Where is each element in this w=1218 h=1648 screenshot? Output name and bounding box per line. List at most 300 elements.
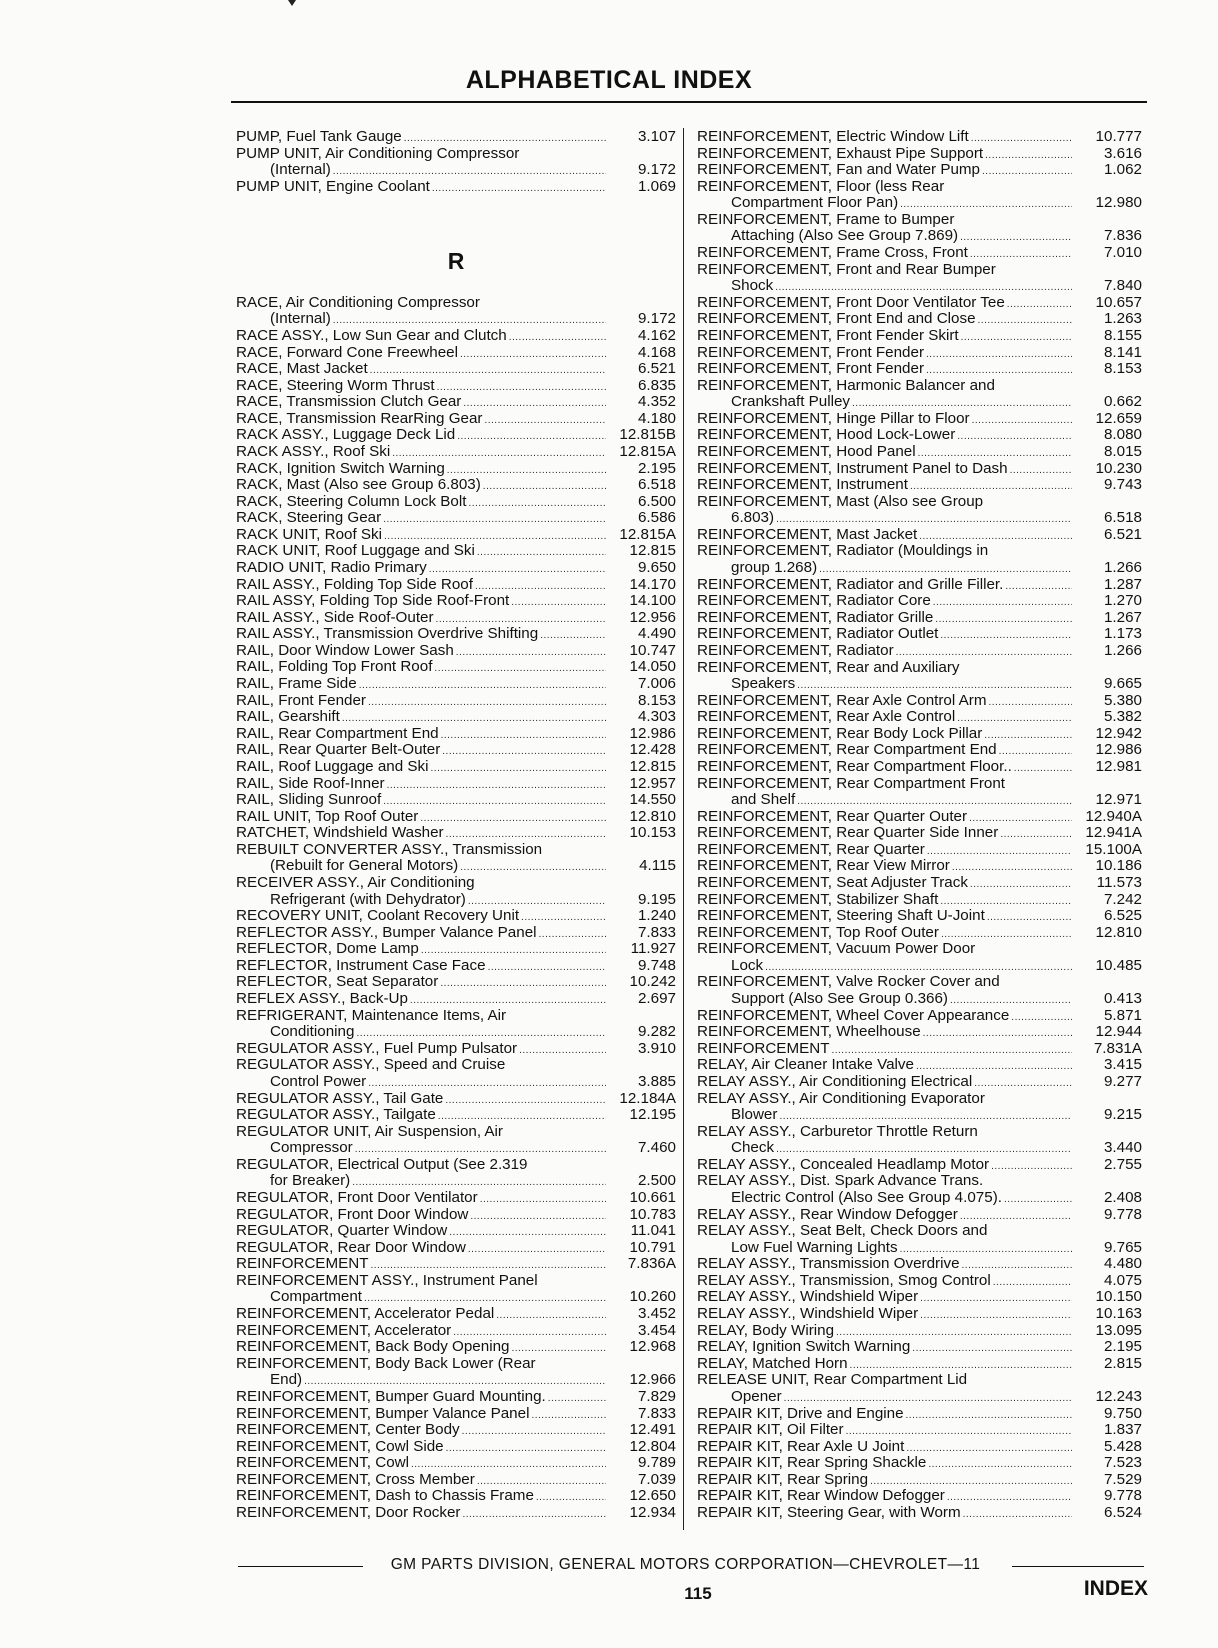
entry-name: REINFORCEMENT, Top Roof Outer — [697, 923, 939, 941]
index-entry — [236, 295, 676, 312]
dot-leader — [940, 628, 1072, 645]
entry-name: RAIL, Sliding Sunroof — [236, 791, 382, 809]
entry-group-number: 9.750 — [1103, 1404, 1142, 1422]
entry-name: REPAIR KIT, Oil Filter — [697, 1421, 844, 1439]
entry-name: REGULATOR ASSY., Speed and Cruise — [236, 1056, 506, 1074]
entry-group-number: 10.783 — [629, 1205, 676, 1223]
index-entry — [236, 1256, 676, 1273]
entry-name: REINFORCEMENT, Harmonic Balancer and — [697, 376, 995, 394]
dot-leader — [519, 1043, 606, 1060]
entry-group-number: 9.665 — [1103, 675, 1142, 693]
entry-name: RECOVERY UNIT, Coolant Recovery Unit — [236, 907, 520, 925]
column-divider — [683, 128, 684, 1530]
entry-group-number: 12.986 — [629, 724, 676, 742]
dot-leader — [978, 313, 1072, 330]
entry-name: Refrigerant (with Dehydrator) — [270, 890, 466, 908]
entry-name: RAIL ASSY., Folding Top Side Roof — [236, 575, 473, 593]
dot-leader — [947, 1490, 1072, 1507]
entry-name: REINFORCEMENT, Accelerator Pedal — [236, 1305, 495, 1323]
entry-group-number: 10.153 — [629, 824, 676, 842]
entry-name: REINFORCEMENT, Rear Quarter Side Inner — [697, 824, 999, 842]
dot-leader — [462, 1424, 606, 1441]
index-entry — [697, 626, 1142, 643]
entry-name: 6.803) — [731, 509, 775, 527]
dot-leader — [1007, 297, 1072, 314]
entry-group-number: 6.586 — [637, 509, 676, 527]
entry-name: REFLEX ASSY., Back-Up — [236, 990, 408, 1008]
entry-group-number: 12.942 — [1095, 724, 1142, 742]
entry-name: REINFORCEMENT ASSY., Instrument Panel — [236, 1271, 538, 1289]
entry-group-number: 6.524 — [1103, 1503, 1142, 1521]
dot-leader — [991, 1159, 1072, 1176]
entry-name: Conditioning — [270, 1023, 355, 1041]
dot-leader — [933, 595, 1072, 612]
index-entry — [697, 1406, 1142, 1423]
dot-leader — [445, 1093, 606, 1110]
entry-name: RAIL, Gearshift — [236, 708, 340, 726]
entry-group-number: 12.184A — [619, 1089, 676, 1107]
entry-group-number: 10.747 — [629, 641, 676, 659]
entry-name: RAIL, Rear Quarter Belt-Outer — [236, 741, 441, 759]
index-entry — [697, 212, 1142, 229]
dot-leader — [368, 695, 606, 712]
dot-leader — [920, 1308, 1072, 1325]
index-entry — [236, 1505, 676, 1522]
entry-group-number: 12.815A — [619, 525, 676, 543]
index-entry — [236, 444, 676, 461]
entry-group-number: 10.485 — [1095, 956, 1142, 974]
dot-leader — [912, 1341, 1072, 1358]
index-entry — [697, 577, 1142, 594]
entry-group-number: 6.521 — [637, 360, 676, 378]
dot-leader — [993, 1275, 1072, 1292]
entry-name: Control Power — [270, 1072, 367, 1090]
index-entry — [236, 858, 676, 875]
index-entry — [697, 179, 1142, 196]
index-entry — [236, 1240, 676, 1257]
entry-group-number: 10.260 — [629, 1288, 676, 1306]
entry-group-number: 13.095 — [1095, 1321, 1142, 1339]
entry-name: REPAIR KIT, Rear Axle U Joint — [697, 1437, 905, 1455]
entry-group-number: 7.833 — [637, 923, 676, 941]
dot-leader — [460, 860, 606, 877]
entry-group-number: 11.927 — [630, 940, 676, 958]
entry-name: Support (Also See Group 0.366) — [731, 990, 948, 1008]
index-entry — [697, 378, 1142, 395]
entry-name: RELAY, Ignition Switch Warning — [697, 1338, 911, 1356]
footer-rule-left — [238, 1566, 363, 1567]
entry-name: and Shelf — [731, 791, 796, 809]
index-entry — [236, 461, 676, 478]
index-entry — [236, 345, 676, 362]
entry-name: Blower — [731, 1106, 778, 1124]
entry-group-number: 7.006 — [637, 675, 676, 693]
entry-name: REINFORCEMENT — [236, 1255, 369, 1273]
index-entry — [697, 560, 1142, 577]
dot-leader — [483, 479, 606, 496]
entry-group-number: 1.267 — [1103, 608, 1142, 626]
entry-group-number: 8.080 — [1103, 426, 1142, 444]
index-entry — [697, 892, 1142, 909]
entry-group-number: 10.230 — [1095, 459, 1142, 477]
entry-name: REINFORCEMENT, Instrument Panel to Dash — [697, 459, 1008, 477]
entry-name: REINFORCEMENT, Radiator (Mouldings in — [697, 542, 989, 560]
index-entry — [697, 1057, 1142, 1074]
index-entry — [236, 1339, 676, 1356]
index-entry — [236, 892, 676, 909]
entry-group-number: 1.240 — [637, 907, 676, 925]
index-entry — [236, 659, 676, 676]
entry-name: PUMP UNIT, Air Conditioning Compressor — [236, 144, 520, 162]
entry-group-number: 1.270 — [1103, 592, 1142, 610]
entry-group-number: 6.500 — [637, 492, 676, 510]
entry-name: Shock — [731, 277, 774, 295]
entry-name: REINFORCEMENT, Frame to Bumper — [697, 210, 955, 228]
entry-name: Low Fuel Warning Lights — [731, 1238, 898, 1256]
entry-name: RELAY ASSY., Dist. Spark Advance Trans. — [697, 1172, 984, 1190]
dot-leader — [462, 1507, 606, 1524]
entry-group-number: 4.115 — [639, 857, 676, 875]
dot-leader — [470, 1209, 606, 1226]
dot-leader — [926, 347, 1072, 364]
entry-group-number: 12.815A — [619, 442, 676, 460]
index-entry — [697, 726, 1142, 743]
entry-name: PUMP UNIT, Engine Coolant — [236, 177, 430, 195]
index-entry — [697, 974, 1142, 991]
index-entry — [236, 311, 676, 328]
dot-leader — [383, 512, 606, 529]
index-entry — [236, 1372, 676, 1389]
index-entry — [236, 941, 676, 958]
index-entry — [236, 1306, 676, 1323]
entry-group-number: 7.829 — [637, 1387, 676, 1405]
entry-name: RACE, Transmission Clutch Gear — [236, 393, 462, 411]
entry-group-number: 1.266 — [1103, 559, 1142, 577]
index-entry — [236, 1041, 676, 1058]
dot-leader — [963, 1507, 1072, 1524]
entry-name: REINFORCEMENT, Rear Compartment Floor.. — [697, 757, 1012, 775]
index-entry — [236, 1472, 676, 1489]
entry-name: REINFORCEMENT, Center Body — [236, 1421, 460, 1439]
index-entry — [697, 311, 1142, 328]
entry-name: REINFORCEMENT, Front Fender — [697, 360, 925, 378]
dot-leader — [431, 761, 606, 778]
dot-leader — [906, 1408, 1072, 1425]
entry-group-number: 3.885 — [637, 1072, 676, 1090]
entry-group-number: 3.454 — [637, 1321, 676, 1339]
index-entry — [697, 328, 1142, 345]
entry-group-number: 12.941A — [1085, 824, 1142, 842]
entry-group-number: 3.440 — [1103, 1139, 1142, 1157]
dot-leader — [484, 413, 606, 430]
entry-group-number: 1.173 — [1103, 625, 1142, 643]
entry-name: REPAIR KIT, Drive and Engine — [697, 1404, 904, 1422]
entry-name: End) — [270, 1371, 303, 1389]
entry-name: REFLECTOR, Dome Lamp — [236, 940, 419, 958]
entry-name: REINFORCEMENT, Radiator Outlet — [697, 625, 939, 643]
entry-name: RACE, Transmission RearRing Gear — [236, 409, 483, 427]
dot-leader — [536, 1490, 606, 1507]
index-entry — [697, 660, 1142, 677]
entry-name: RECEIVER ASSY., Air Conditioning — [236, 874, 475, 891]
index-column-left — [236, 129, 676, 1522]
dot-leader — [446, 1441, 606, 1458]
dot-leader — [496, 1308, 606, 1325]
index-entry — [697, 842, 1142, 859]
index-entry — [236, 427, 676, 444]
index-entry — [236, 1406, 676, 1423]
entry-group-number: 9.172 — [637, 161, 676, 179]
dot-leader — [460, 347, 606, 364]
entry-name: RACE, Steering Worm Thrust — [236, 376, 435, 394]
entry-name: REINFORCEMENT, Wheelhouse — [697, 1023, 921, 1041]
entry-name: REINFORCEMENT, Back Body Opening — [236, 1338, 510, 1356]
dot-leader — [982, 164, 1072, 181]
index-entry — [236, 1157, 676, 1174]
entry-group-number: 4.162 — [637, 326, 676, 344]
entry-group-number: 2.195 — [1103, 1338, 1142, 1356]
entry-name: Lock — [731, 956, 764, 974]
index-entry — [697, 1289, 1142, 1306]
entry-name: REINFORCEMENT, Exhaust Pipe Support — [697, 144, 984, 162]
entry-group-number: 12.815B — [619, 426, 676, 444]
index-entry — [697, 1323, 1142, 1340]
dot-leader — [456, 645, 606, 662]
index-entry — [236, 494, 676, 511]
entry-name: REINFORCEMENT, Cowl Side — [236, 1437, 444, 1455]
entry-name: REGULATOR, Quarter Window — [236, 1222, 448, 1240]
entry-group-number: 10.186 — [1095, 857, 1142, 875]
entry-name: REGULATOR, Electrical Output (See 2.319 — [236, 1155, 528, 1173]
index-entry — [236, 1124, 676, 1141]
dot-leader — [952, 860, 1072, 877]
entry-name: (Internal) — [270, 161, 331, 179]
index-entry — [236, 676, 676, 693]
entry-group-number: 9.778 — [1103, 1487, 1142, 1505]
index-entry — [697, 146, 1142, 163]
dot-leader — [457, 429, 606, 446]
entry-group-number: 12.659 — [1095, 409, 1142, 427]
index-group-r — [236, 295, 676, 1522]
entry-name: REINFORCEMENT, Radiator Grille — [697, 608, 934, 626]
dot-leader — [480, 1192, 606, 1209]
index-entry — [697, 593, 1142, 610]
title-rule — [231, 101, 1147, 103]
entry-group-number: 12.980 — [1095, 194, 1142, 212]
entry-name: RELAY ASSY., Transmission, Smog Control — [697, 1271, 991, 1289]
dot-leader — [509, 330, 606, 347]
index-entry — [697, 1240, 1142, 1257]
dot-leader — [488, 960, 606, 977]
index-entry — [236, 1024, 676, 1041]
index-entry — [697, 1306, 1142, 1323]
index-entry — [697, 693, 1142, 710]
entry-name: RADIO UNIT, Radio Primary — [236, 559, 427, 577]
index-entry — [697, 1107, 1142, 1124]
entry-name: REINFORCEMENT, Mast (Also see Group — [697, 492, 984, 510]
dot-leader — [928, 1457, 1072, 1474]
entry-group-number: 9.778 — [1103, 1205, 1142, 1223]
entry-name: REINFORCEMENT, Vacuum Power Door — [697, 940, 976, 958]
index-entry — [236, 643, 676, 660]
entry-group-number: 4.490 — [637, 625, 676, 643]
index-entry — [697, 295, 1142, 312]
index-entry — [697, 858, 1142, 875]
entry-group-number: 4.168 — [637, 343, 676, 361]
index-entry — [697, 958, 1142, 975]
index-entry — [697, 1455, 1142, 1472]
entry-group-number: 1.266 — [1103, 641, 1142, 659]
index-entry — [236, 328, 676, 345]
entry-name: REINFORCEMENT, Front and Rear Bumper — [697, 260, 996, 278]
entry-group-number: 7.836 — [1103, 227, 1142, 245]
index-entry — [697, 759, 1142, 776]
index-entry — [236, 742, 676, 759]
entry-name: RELAY ASSY., Transmission Overdrive — [697, 1255, 960, 1273]
index-entry — [236, 162, 676, 179]
entry-name: REINFORCEMENT, Front End and Close — [697, 310, 976, 328]
index-entry — [697, 162, 1142, 179]
index-entry — [697, 1008, 1142, 1025]
index-entry — [697, 1505, 1142, 1522]
entry-group-number: 7.840 — [1103, 277, 1142, 295]
entry-name: RAIL UNIT, Top Roof Outer — [236, 807, 419, 825]
index-entry — [236, 477, 676, 494]
entry-group-number: 7.460 — [637, 1139, 676, 1157]
entry-name: REINFORCEMENT, Fan and Water Pump — [697, 161, 981, 179]
entry-group-number: 14.050 — [629, 658, 676, 676]
index-entry — [697, 361, 1142, 378]
index-entry — [236, 991, 676, 1008]
entry-name: RAIL, Rear Compartment End — [236, 724, 439, 742]
footer-text: GM PARTS DIVISION, GENERAL MOTORS CORPORATION—CHEVROLET—11 — [390, 1556, 981, 1573]
entry-name: (Rebuilt for General Motors) — [270, 857, 459, 875]
index-entry — [236, 726, 676, 743]
index-entry — [697, 776, 1142, 793]
entry-name: REINFORCEMENT, Hinge Pillar to Floor — [697, 409, 970, 427]
dot-leader — [906, 1441, 1072, 1458]
entry-name: RAIL, Front Fender — [236, 691, 366, 709]
entry-name: REINFORCEMENT, Accelerator — [236, 1321, 452, 1339]
entry-name: RAIL, Roof Luggage and Ski — [236, 757, 429, 775]
entry-name: RACK, Ignition Switch Warning — [236, 459, 445, 477]
index-entry — [236, 1488, 676, 1505]
entry-group-number: 9.282 — [637, 1023, 676, 1041]
entry-name: REGULATOR, Front Door Ventilator — [236, 1188, 478, 1206]
entry-name: REPAIR KIT, Steering Gear, with Worm — [697, 1503, 961, 1521]
dot-leader — [972, 413, 1072, 430]
entry-name: REINFORCEMENT, Front Fender Skirt — [697, 326, 959, 344]
index-entry — [697, 676, 1142, 693]
index-entry — [236, 1455, 676, 1472]
entry-name: REGULATOR ASSY., Fuel Pump Pulsator — [236, 1039, 518, 1057]
index-entry — [236, 908, 676, 925]
entry-name: RAIL ASSY, Folding Top Side Roof-Front — [236, 592, 510, 610]
entry-group-number: 12.940A — [1085, 807, 1142, 825]
index-entry — [697, 941, 1142, 958]
entry-name: RELAY ASSY., Windshield Wiper — [697, 1288, 919, 1306]
index-entry — [697, 1190, 1142, 1207]
entry-name: REINFORCEMENT, Cross Member — [236, 1470, 475, 1488]
entry-group-number: 1.069 — [637, 177, 676, 195]
entry-name: REINFORCEMENT, Frame Cross, Front — [697, 244, 968, 262]
entry-group-number: 6.518 — [1103, 509, 1142, 527]
entry-name: REINFORCEMENT, Rear Quarter Outer — [697, 807, 968, 825]
section-label: INDEX — [1083, 1577, 1148, 1600]
entry-name: RACK ASSY., Luggage Deck Lid — [236, 426, 456, 444]
index-entry — [697, 527, 1142, 544]
dot-leader — [974, 1076, 1072, 1093]
entry-group-number: 1.287 — [1103, 575, 1142, 593]
index-column-right — [697, 129, 1142, 1522]
entry-name: REFRIGERANT, Maintenance Items, Air — [236, 1006, 507, 1024]
entry-name: REINFORCEMENT, Bumper Guard Mounting. — [236, 1387, 546, 1405]
entry-name: REPAIR KIT, Rear Spring Shackle — [697, 1454, 927, 1472]
entry-group-number: 14.550 — [629, 791, 676, 809]
entry-name: Compressor — [270, 1139, 353, 1157]
entry-group-number: 8.153 — [1103, 360, 1142, 378]
entry-group-number: 9.743 — [1103, 476, 1142, 494]
entry-name: Crankshaft Pulley — [731, 393, 851, 411]
entry-name: REINFORCEMENT, Valve Rocker Cover and — [697, 973, 1000, 991]
dot-leader — [960, 230, 1072, 247]
entry-group-number: 12.957 — [629, 774, 676, 792]
index-entry — [236, 129, 676, 146]
entry-group-number: 4.075 — [1103, 1271, 1142, 1289]
entry-group-number: 9.195 — [637, 890, 676, 908]
entry-group-number: 11.041 — [630, 1222, 676, 1240]
entry-group-number: 12.968 — [629, 1338, 676, 1356]
dot-leader — [971, 131, 1072, 148]
entry-group-number: 7.831A — [1093, 1039, 1142, 1057]
dot-leader — [1004, 1192, 1072, 1209]
entry-group-number: 12.243 — [1095, 1387, 1142, 1405]
index-entry — [697, 1439, 1142, 1456]
index-entry — [697, 477, 1142, 494]
index-entry — [697, 278, 1142, 295]
index-entry — [697, 394, 1142, 411]
group-spacer — [236, 195, 676, 212]
entry-name: REINFORCEMENT, Rear Compartment End — [697, 741, 997, 759]
index-entry — [236, 610, 676, 627]
index-entry — [236, 776, 676, 793]
entry-group-number: 12.815 — [629, 542, 676, 560]
index-entry — [697, 809, 1142, 826]
entry-group-number: 10.791 — [629, 1238, 676, 1256]
index-entry — [697, 1173, 1142, 1190]
group-spacer — [236, 212, 676, 229]
dot-leader — [961, 330, 1072, 347]
entry-group-number: 0.662 — [1103, 393, 1142, 411]
entry-name: REINFORCEMENT, Front Fender — [697, 343, 925, 361]
entry-name: RATCHET, Windshield Washer — [236, 824, 444, 842]
entry-name: REFLECTOR, Instrument Case Face — [236, 956, 486, 974]
entry-group-number: 9.789 — [637, 1454, 676, 1472]
index-entry — [697, 195, 1142, 212]
index-entry — [697, 1091, 1142, 1108]
index-entry — [697, 610, 1142, 627]
entry-group-number: 10.777 — [1095, 128, 1142, 145]
entry-group-number: 2.755 — [1103, 1155, 1142, 1173]
dot-leader — [437, 380, 606, 397]
index-entry — [697, 991, 1142, 1008]
entry-group-number: 8.155 — [1103, 326, 1142, 344]
entry-group-number: 10.657 — [1095, 293, 1142, 311]
entry-name: RACK, Steering Column Lock Bolt — [236, 492, 467, 510]
index-entry — [236, 759, 676, 776]
entry-name: RACE, Forward Cone Freewheel — [236, 343, 458, 361]
index-entry — [697, 494, 1142, 511]
